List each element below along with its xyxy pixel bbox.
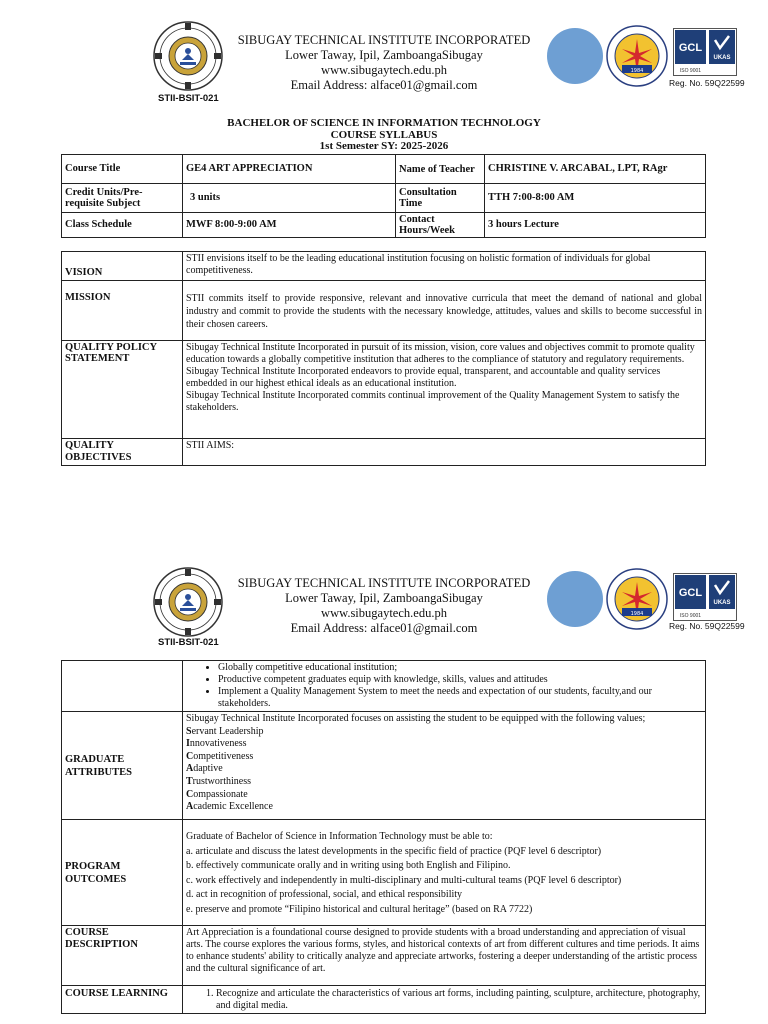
consultation-label: Consultation Time	[396, 184, 485, 213]
mission-label: MISSION	[62, 281, 183, 341]
quality-policy-label: QUALITY POLICY STATEMENT	[62, 341, 183, 439]
graduate-attributes-text	[183, 712, 706, 820]
registration-number: Reg. No. 59Q22599	[669, 621, 745, 631]
document-code: STII-BSIT-021	[158, 637, 219, 648]
svg-text:ISO 9001: ISO 9001	[679, 613, 702, 619]
syllabus-title	[0, 118, 768, 153]
vision-text: STII envisions itself to be the leading educational institution focusing on holistic formation of individuals for global competitiveness.	[183, 252, 706, 281]
list-item: • Implement a Quality Management System to meet the needs and expectation of our students, faculty,and our stakeholders.	[218, 686, 702, 710]
semester-label: 1st Semester SY: 2025-2026	[319, 140, 449, 152]
institute-logo	[152, 566, 224, 638]
course-learning-label: COURSE LEARNING	[62, 986, 183, 1014]
institution-website: www.sibugaytech.edu.ph	[321, 606, 447, 620]
svg-text:1984: 1984	[630, 611, 644, 617]
list-item: • Productive competent graduates equip with knowledge, skills, values and attitudes	[218, 674, 702, 686]
outcome-item: b. effectively communicate orally and in writing using both English and Filipino.	[186, 860, 511, 871]
program-outcomes-text	[183, 820, 706, 926]
course-info-table	[61, 154, 706, 238]
graduate-attributes-intro: Sibugay Technical Institute Incorporated focuses on assisting the student to be equipped with the following values;	[186, 713, 646, 724]
svg-text:1984: 1984	[630, 68, 644, 74]
quality-policy-p3: Sibugay Technical Institute Incorporated commits continual improvement of the Quality Management System to satisfy the stakeholders.	[186, 390, 680, 413]
institution-address: Lower Taway, Ipil, ZamboangaSibugay	[285, 591, 483, 605]
contact-hours-label: Contact Hours/Week	[396, 213, 485, 238]
institution-address: Lower Taway, Ipil, ZamboangaSibugay	[285, 48, 483, 62]
aims-list	[186, 662, 702, 710]
document-code: STII-BSIT-021	[158, 93, 219, 104]
outcome-item: a. articulate and discuss the latest developments in the specific field of practice (PQF level 6 descriptor)	[186, 845, 602, 857]
attribute-item: Innovativeness	[186, 738, 247, 750]
svg-text:ISO 9001: ISO 9001	[679, 68, 702, 74]
outcome-item: c. work effectively and independently in multi-disciplinary and multi-cultural teams (PQF level 6 descriptor)	[186, 874, 622, 886]
course-title-label: Course Title	[62, 155, 183, 184]
program-title: BACHELOR OF SCIENCE IN INFORMATION TECHNOLOGY	[227, 117, 541, 129]
attribute-item: Trustworthiness	[186, 775, 252, 787]
teacher-label: Name of Teacher	[396, 155, 485, 184]
list-item: • Globally competitive educational institution;	[218, 662, 702, 674]
teacher-value: CHRISTINE V. ARCABAL, LPT, RAgr	[485, 155, 706, 184]
registration-number: Reg. No. 59Q22599	[669, 78, 745, 88]
attribute-item: Competitiveness	[186, 750, 254, 762]
decorative-circle	[547, 571, 603, 627]
gcl-ukas-certification-icon	[673, 28, 737, 76]
credit-value: 3 units	[183, 184, 396, 213]
attribute-item: Adaptive	[186, 763, 223, 775]
quality-policy-text	[183, 341, 706, 439]
attribute-item: Academic Excellence	[186, 801, 273, 813]
institute-logo	[152, 20, 224, 92]
outcome-item: e. preserve and promote “Filipino historical and cultural heritage” (based on RA 7722)	[186, 903, 533, 915]
svg-text:GCL: GCL	[678, 587, 703, 599]
aims-list-cell	[183, 661, 706, 712]
schedule-value: MWF 8:00-9:00 AM	[183, 213, 396, 238]
quality-objectives-text: STII AIMS:	[183, 439, 706, 466]
svg-text:UKAS: UKAS	[713, 600, 731, 606]
institution-email: Email Address: alface01@gmail.com	[290, 621, 478, 635]
syllabus-details-table	[61, 660, 706, 1014]
document-title: COURSE SYLLABUS	[330, 128, 438, 141]
program-outcomes-intro: Graduate of Bachelor of Science in Information Technology must be able to:	[186, 831, 493, 842]
attribute-item: Compassionate	[186, 788, 248, 800]
decorative-circle	[547, 28, 603, 84]
attribute-item: Servant Leadership	[186, 725, 264, 737]
credit-label: Credit Units/Pre-requisite Subject	[62, 184, 183, 213]
vision-mission-table	[61, 251, 706, 466]
course-description-text: Art Appreciation is a foundational course designed to provide students with a broad understanding and appreciation of visual arts. The course explores the various forms, styles, and historical contexts of art from different cultures and time periods. It aims to enhance students' ability to critically analyze and appreciate artworks, fostering a deeper understanding of the artistic process and the cultural significance of art.	[183, 926, 706, 986]
gcl-ukas-certification-icon	[673, 573, 737, 621]
ched-seal-icon	[606, 568, 668, 630]
quality-objectives-label: QUALITY OBJECTIVES	[62, 439, 183, 466]
svg-text:GCL: GCL	[678, 42, 703, 54]
institution-email: Email Address: alface01@gmail.com	[290, 78, 478, 92]
schedule-label: Class Schedule	[62, 213, 183, 238]
institution-website: www.sibugaytech.edu.ph	[321, 63, 447, 77]
course-description-label: COURSE DESCRIPTION	[62, 926, 183, 986]
course-learning-list	[186, 988, 702, 1012]
course-learning-text	[183, 986, 706, 1014]
aims-label-cell	[62, 661, 183, 712]
course-title-value: GE4 ART APPRECIATION	[183, 155, 396, 184]
consultation-value: TTH 7:00-8:00 AM	[485, 184, 706, 213]
outcome-item: d. act in recognition of professional, social, and ethical responsibility	[186, 889, 463, 900]
ched-seal-icon	[606, 25, 668, 87]
mission-text: STII commits itself to provide responsive, relevant and innovative curricula that meet the demand of national and global industry and commit to provide the students with the necessary knowledge, attitudes, values and skills to become successful in their chosen careers.	[183, 281, 706, 341]
institution-name: SIBUGAY TECHNICAL INSTITUTE INCORPORATED	[237, 33, 531, 47]
svg-text:UKAS: UKAS	[713, 55, 731, 61]
contact-hours-value: 3 hours Lecture	[485, 213, 706, 238]
program-outcomes-label: PROGRAM OUTCOMES	[62, 820, 183, 926]
institution-name: SIBUGAY TECHNICAL INSTITUTE INCORPORATED	[237, 576, 531, 590]
quality-policy-p1: Sibugay Technical Institute Incorporated in pursuit of its mission, vision, core values and objectives commit to promote quality education towards a globally competitive institution that adheres to the compliance of statutory and regulatory requirements.	[186, 342, 695, 365]
quality-policy-p2: Sibugay Technical Institute Incorporated endeavors to provide equal, transparent, and accountable and quality services embedded in our highest ethical ideals as an educational institution.	[186, 366, 661, 389]
list-item: 1. Recognize and articulate the characteristics of various art forms, including painting, sculpture, architecture, photography, and digital media.	[216, 988, 702, 1012]
vision-label: VISION	[62, 252, 183, 281]
graduate-attributes-label: GRADUATE ATTRIBUTES	[62, 712, 183, 820]
